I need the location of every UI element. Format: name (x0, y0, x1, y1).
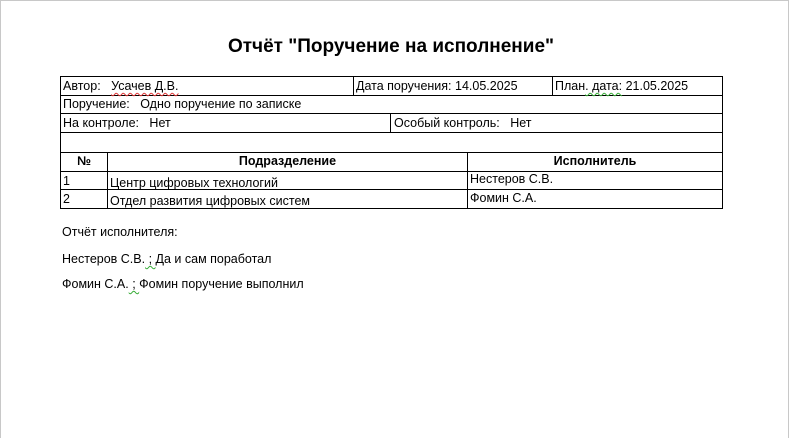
control-cell (63, 115, 171, 132)
grid-line (60, 76, 61, 209)
column-header-department: Подразделение (238, 154, 337, 168)
order-date-value: 14.05.2025 (455, 79, 518, 93)
order-date-cell (356, 78, 518, 95)
report-entry-name: Нестеров С.В. (62, 252, 146, 266)
report-entry-text: Да и сам поработал (155, 252, 272, 266)
plan-date-cell (555, 78, 688, 95)
column-header-number: № (77, 154, 91, 168)
author-cell (63, 78, 178, 95)
table-row-executor: Нестеров С.В. (470, 172, 554, 186)
grid-line (722, 76, 723, 209)
grid-line (60, 132, 723, 133)
plan-label-a: План (555, 79, 586, 93)
table-row-department: Отдел развития цифровых систем (110, 194, 310, 208)
order-date-label: Дата поручения: (356, 79, 452, 93)
author-value: Усачев Д.В. (111, 79, 179, 93)
column-header-executor: Исполнитель (553, 154, 637, 168)
plan-date-value: 21.05.2025 (625, 79, 689, 93)
author-label: Автор: (63, 79, 101, 93)
report-entry-separator: ; (128, 277, 140, 291)
report-entry (62, 277, 304, 291)
grid-line (60, 76, 723, 77)
report-entry-text: Фомин поручение выполнил (139, 277, 304, 291)
grid-line (552, 76, 553, 95)
special-control-cell (394, 115, 531, 132)
report-entry (62, 252, 271, 266)
page-title: Отчёт "Поручение на исполнение" (227, 36, 555, 57)
grid-line (390, 113, 391, 132)
special-control-label: Особый контроль: (394, 116, 500, 130)
report-heading: Отчёт исполнителя: (62, 225, 178, 239)
order-value: Одно поручение по записке (140, 97, 302, 111)
table-row-number: 2 (63, 192, 70, 206)
order-label: Поручение: (63, 97, 130, 111)
order-cell (63, 96, 301, 113)
grid-line (353, 76, 354, 95)
table-row-department: Центр цифровых технологий (110, 176, 278, 190)
grid-line (60, 171, 723, 172)
table-row-executor: Фомин С.А. (470, 191, 537, 205)
report-entry-separator: ; (145, 252, 156, 266)
control-value: Нет (149, 116, 171, 130)
control-label: На контроле: (63, 116, 139, 130)
report-entry-name: Фомин С.А. (62, 277, 129, 291)
plan-label-b: . дата: (585, 79, 623, 93)
special-control-value: Нет (510, 116, 532, 130)
grid-line (60, 113, 723, 114)
table-row-number: 1 (63, 174, 70, 188)
